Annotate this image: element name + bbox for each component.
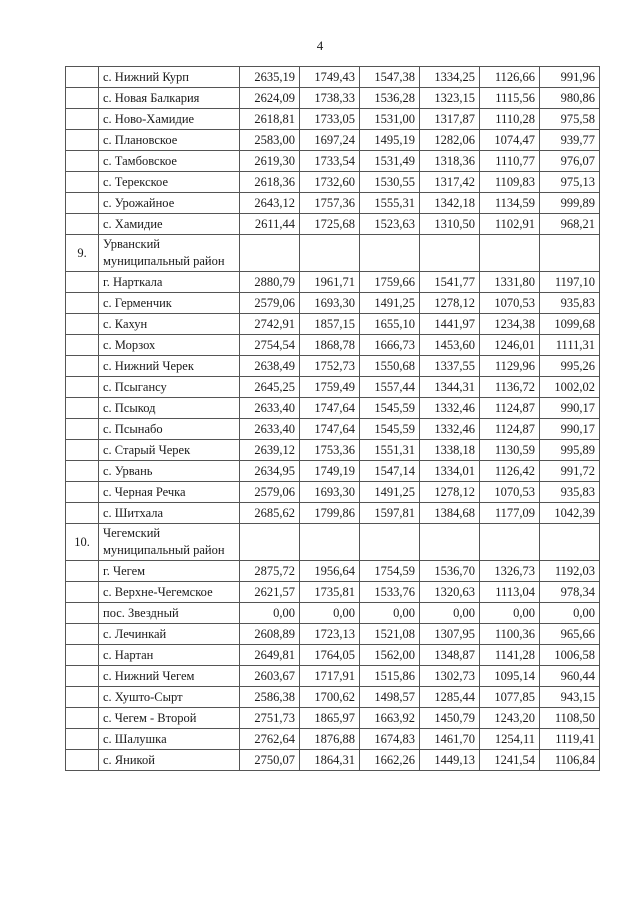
value-cell: 1557,44 xyxy=(360,377,420,398)
value-cell: 1113,04 xyxy=(480,582,540,603)
value-cell: 1129,96 xyxy=(480,356,540,377)
value-cell: 1545,59 xyxy=(360,398,420,419)
row-number-cell xyxy=(66,272,99,293)
value-cell: 1530,55 xyxy=(360,172,420,193)
value-cell: 1491,25 xyxy=(360,482,420,503)
value-cell: 991,96 xyxy=(540,67,600,88)
value-cell: 1177,09 xyxy=(480,503,540,524)
empty-cell xyxy=(240,235,300,272)
value-cell: 978,34 xyxy=(540,582,600,603)
settlement-name: с. Псыкод xyxy=(99,398,240,419)
value-cell: 2643,12 xyxy=(240,193,300,214)
value-cell: 968,21 xyxy=(540,214,600,235)
table-row xyxy=(66,729,600,750)
section-row xyxy=(66,524,600,561)
row-number-cell xyxy=(66,172,99,193)
table-row xyxy=(66,314,600,335)
table-body xyxy=(66,67,600,771)
value-cell: 1326,73 xyxy=(480,561,540,582)
value-cell: 1735,81 xyxy=(300,582,360,603)
table-row xyxy=(66,109,600,130)
settlement-name: с. Лечинкай xyxy=(99,624,240,645)
value-cell: 1732,60 xyxy=(300,172,360,193)
value-cell: 1700,62 xyxy=(300,687,360,708)
value-cell: 939,77 xyxy=(540,130,600,151)
empty-cell xyxy=(420,524,480,561)
value-cell: 1192,03 xyxy=(540,561,600,582)
value-cell: 0,00 xyxy=(360,603,420,624)
value-cell: 1747,64 xyxy=(300,419,360,440)
row-number-cell xyxy=(66,750,99,771)
empty-cell xyxy=(540,524,600,561)
value-cell: 2603,67 xyxy=(240,666,300,687)
table-row xyxy=(66,461,600,482)
value-cell: 995,26 xyxy=(540,356,600,377)
empty-cell xyxy=(420,235,480,272)
row-number-cell xyxy=(66,151,99,172)
value-cell: 1733,54 xyxy=(300,151,360,172)
value-cell: 1876,88 xyxy=(300,729,360,750)
value-cell: 1246,01 xyxy=(480,335,540,356)
value-cell: 1241,54 xyxy=(480,750,540,771)
empty-cell xyxy=(240,524,300,561)
value-cell: 2619,30 xyxy=(240,151,300,172)
value-cell: 1110,28 xyxy=(480,109,540,130)
table-row xyxy=(66,214,600,235)
table-row xyxy=(66,561,600,582)
value-cell: 1491,25 xyxy=(360,293,420,314)
settlement-name: с. Верхне-Чегемское xyxy=(99,582,240,603)
value-cell: 1531,00 xyxy=(360,109,420,130)
row-number-cell xyxy=(66,293,99,314)
empty-cell xyxy=(480,235,540,272)
value-cell: 995,89 xyxy=(540,440,600,461)
row-number-cell xyxy=(66,214,99,235)
value-cell: 1110,77 xyxy=(480,151,540,172)
value-cell: 1282,06 xyxy=(420,130,480,151)
row-number-cell xyxy=(66,482,99,503)
table-row xyxy=(66,356,600,377)
value-cell: 1317,42 xyxy=(420,172,480,193)
value-cell: 1342,18 xyxy=(420,193,480,214)
value-cell: 0,00 xyxy=(480,603,540,624)
table-row xyxy=(66,172,600,193)
value-cell: 1307,95 xyxy=(420,624,480,645)
value-cell: 0,00 xyxy=(420,603,480,624)
row-number-cell xyxy=(66,708,99,729)
value-cell: 1332,46 xyxy=(420,419,480,440)
section-number: 9. xyxy=(66,235,99,272)
value-cell: 2639,12 xyxy=(240,440,300,461)
value-cell: 1334,25 xyxy=(420,67,480,88)
value-cell: 1956,64 xyxy=(300,561,360,582)
value-cell: 2621,57 xyxy=(240,582,300,603)
value-cell: 1551,31 xyxy=(360,440,420,461)
row-number-cell xyxy=(66,461,99,482)
table-row xyxy=(66,624,600,645)
value-cell: 975,13 xyxy=(540,172,600,193)
value-cell: 2649,81 xyxy=(240,645,300,666)
value-cell: 1095,14 xyxy=(480,666,540,687)
value-cell: 991,72 xyxy=(540,461,600,482)
row-number-cell xyxy=(66,603,99,624)
settlement-name: с. Терекское xyxy=(99,172,240,193)
value-cell: 1109,83 xyxy=(480,172,540,193)
settlement-name: г. Чегем xyxy=(99,561,240,582)
value-cell: 1384,68 xyxy=(420,503,480,524)
settlement-name: с. Ново-Хамидие xyxy=(99,109,240,130)
value-cell: 1531,49 xyxy=(360,151,420,172)
value-cell: 1337,55 xyxy=(420,356,480,377)
row-number-cell xyxy=(66,440,99,461)
value-cell: 960,44 xyxy=(540,666,600,687)
settlement-name: с. Черная Речка xyxy=(99,482,240,503)
value-cell: 1550,68 xyxy=(360,356,420,377)
table-row xyxy=(66,645,600,666)
value-cell: 1338,18 xyxy=(420,440,480,461)
value-cell: 1126,42 xyxy=(480,461,540,482)
settlement-name: с. Нижний Чегем xyxy=(99,666,240,687)
settlement-name: с. Герменчик xyxy=(99,293,240,314)
table-row xyxy=(66,419,600,440)
value-cell: 1130,59 xyxy=(480,440,540,461)
value-cell: 2611,44 xyxy=(240,214,300,235)
value-cell: 2583,00 xyxy=(240,130,300,151)
settlement-name: с. Нижний Курп xyxy=(99,67,240,88)
row-number-cell xyxy=(66,503,99,524)
value-cell: 1547,14 xyxy=(360,461,420,482)
table-row xyxy=(66,67,600,88)
value-cell: 2751,73 xyxy=(240,708,300,729)
value-cell: 1102,91 xyxy=(480,214,540,235)
value-cell: 2875,72 xyxy=(240,561,300,582)
value-cell: 1666,73 xyxy=(360,335,420,356)
table-row xyxy=(66,293,600,314)
value-cell: 1868,78 xyxy=(300,335,360,356)
value-cell: 2624,09 xyxy=(240,88,300,109)
tariff-table xyxy=(65,66,600,771)
value-cell: 1961,71 xyxy=(300,272,360,293)
value-cell: 1126,66 xyxy=(480,67,540,88)
table-row xyxy=(66,193,600,214)
table-row xyxy=(66,377,600,398)
value-cell: 1693,30 xyxy=(300,482,360,503)
value-cell: 990,17 xyxy=(540,398,600,419)
section-number: 10. xyxy=(66,524,99,561)
row-number-cell xyxy=(66,335,99,356)
value-cell: 1533,76 xyxy=(360,582,420,603)
value-cell: 0,00 xyxy=(240,603,300,624)
value-cell: 1799,86 xyxy=(300,503,360,524)
settlement-name: с. Урвань xyxy=(99,461,240,482)
row-number-cell xyxy=(66,88,99,109)
row-number-cell xyxy=(66,419,99,440)
value-cell: 1042,39 xyxy=(540,503,600,524)
value-cell: 2880,79 xyxy=(240,272,300,293)
section-name: Чегемский муниципальный район xyxy=(99,524,240,561)
value-cell: 1234,38 xyxy=(480,314,540,335)
row-number-cell xyxy=(66,645,99,666)
empty-cell xyxy=(360,524,420,561)
value-cell: 1747,64 xyxy=(300,398,360,419)
value-cell: 2634,95 xyxy=(240,461,300,482)
value-cell: 1450,79 xyxy=(420,708,480,729)
value-cell: 975,58 xyxy=(540,109,600,130)
value-cell: 1108,50 xyxy=(540,708,600,729)
table-row xyxy=(66,398,600,419)
value-cell: 1555,31 xyxy=(360,193,420,214)
value-cell: 2754,54 xyxy=(240,335,300,356)
value-cell: 2618,36 xyxy=(240,172,300,193)
value-cell: 2618,81 xyxy=(240,109,300,130)
empty-cell xyxy=(360,235,420,272)
value-cell: 1323,15 xyxy=(420,88,480,109)
value-cell: 1545,59 xyxy=(360,419,420,440)
table-row xyxy=(66,750,600,771)
value-cell: 1331,80 xyxy=(480,272,540,293)
value-cell: 1498,57 xyxy=(360,687,420,708)
empty-cell xyxy=(300,524,360,561)
row-number-cell xyxy=(66,356,99,377)
table-row xyxy=(66,335,600,356)
page-number: 4 xyxy=(316,38,324,53)
settlement-name: с. Чегем - Второй xyxy=(99,708,240,729)
value-cell: 1865,97 xyxy=(300,708,360,729)
value-cell: 980,86 xyxy=(540,88,600,109)
table-row xyxy=(66,582,600,603)
value-cell: 1521,08 xyxy=(360,624,420,645)
value-cell: 1197,10 xyxy=(540,272,600,293)
value-cell: 935,83 xyxy=(540,482,600,503)
value-cell: 1697,24 xyxy=(300,130,360,151)
value-cell: 2608,89 xyxy=(240,624,300,645)
empty-cell xyxy=(540,235,600,272)
value-cell: 1562,00 xyxy=(360,645,420,666)
value-cell: 1693,30 xyxy=(300,293,360,314)
value-cell: 965,66 xyxy=(540,624,600,645)
table-row xyxy=(66,482,600,503)
settlement-name: с. Хамидие xyxy=(99,214,240,235)
row-number-cell xyxy=(66,130,99,151)
value-cell: 1243,20 xyxy=(480,708,540,729)
value-cell: 1344,31 xyxy=(420,377,480,398)
value-cell: 1100,36 xyxy=(480,624,540,645)
value-cell: 1285,44 xyxy=(420,687,480,708)
value-cell: 1141,28 xyxy=(480,645,540,666)
settlement-name: с. Нартан xyxy=(99,645,240,666)
value-cell: 1136,72 xyxy=(480,377,540,398)
row-number-cell xyxy=(66,666,99,687)
value-cell: 1536,70 xyxy=(420,561,480,582)
value-cell: 999,89 xyxy=(540,193,600,214)
table-row xyxy=(66,151,600,172)
row-number-cell xyxy=(66,67,99,88)
value-cell: 1320,63 xyxy=(420,582,480,603)
section-name: Урванский муниципальный район xyxy=(99,235,240,272)
table-row xyxy=(66,603,600,624)
settlement-name: с. Тамбовское xyxy=(99,151,240,172)
settlement-name: с. Шалушка xyxy=(99,729,240,750)
value-cell: 1461,70 xyxy=(420,729,480,750)
value-cell: 0,00 xyxy=(300,603,360,624)
row-number-cell xyxy=(66,624,99,645)
settlement-name: г. Нарткала xyxy=(99,272,240,293)
value-cell: 1453,60 xyxy=(420,335,480,356)
settlement-name: с. Шитхала xyxy=(99,503,240,524)
value-cell: 1547,38 xyxy=(360,67,420,88)
value-cell: 1757,36 xyxy=(300,193,360,214)
row-number-cell xyxy=(66,561,99,582)
value-cell: 1662,26 xyxy=(360,750,420,771)
value-cell: 1134,59 xyxy=(480,193,540,214)
value-cell: 1663,92 xyxy=(360,708,420,729)
table-row xyxy=(66,130,600,151)
row-number-cell xyxy=(66,193,99,214)
value-cell: 1441,97 xyxy=(420,314,480,335)
settlement-name: с. Урожайное xyxy=(99,193,240,214)
table-row xyxy=(66,687,600,708)
value-cell: 1674,83 xyxy=(360,729,420,750)
value-cell: 943,15 xyxy=(540,687,600,708)
section-row xyxy=(66,235,600,272)
value-cell: 1759,49 xyxy=(300,377,360,398)
settlement-name: с. Нижний Черек xyxy=(99,356,240,377)
value-cell: 2579,06 xyxy=(240,293,300,314)
row-number-cell xyxy=(66,398,99,419)
value-cell: 1317,87 xyxy=(420,109,480,130)
value-cell: 1070,53 xyxy=(480,482,540,503)
empty-cell xyxy=(480,524,540,561)
settlement-name: с. Кахун xyxy=(99,314,240,335)
value-cell: 1717,91 xyxy=(300,666,360,687)
value-cell: 1655,10 xyxy=(360,314,420,335)
value-cell: 1449,13 xyxy=(420,750,480,771)
value-cell: 1759,66 xyxy=(360,272,420,293)
empty-cell xyxy=(300,235,360,272)
value-cell: 1348,87 xyxy=(420,645,480,666)
settlement-name: с. Хушто-Сырт xyxy=(99,687,240,708)
value-cell: 1515,86 xyxy=(360,666,420,687)
value-cell: 1536,28 xyxy=(360,88,420,109)
row-number-cell xyxy=(66,109,99,130)
value-cell: 1332,46 xyxy=(420,398,480,419)
value-cell: 2685,62 xyxy=(240,503,300,524)
value-cell: 1278,12 xyxy=(420,293,480,314)
value-cell: 1111,31 xyxy=(540,335,600,356)
value-cell: 1752,73 xyxy=(300,356,360,377)
value-cell: 1864,31 xyxy=(300,750,360,771)
value-cell: 1495,19 xyxy=(360,130,420,151)
value-cell: 1857,15 xyxy=(300,314,360,335)
value-cell: 1077,85 xyxy=(480,687,540,708)
value-cell: 1723,13 xyxy=(300,624,360,645)
value-cell: 1106,84 xyxy=(540,750,600,771)
row-number-cell xyxy=(66,377,99,398)
value-cell: 1754,59 xyxy=(360,561,420,582)
table-row xyxy=(66,88,600,109)
value-cell: 2762,64 xyxy=(240,729,300,750)
value-cell: 1310,50 xyxy=(420,214,480,235)
table-row xyxy=(66,708,600,729)
settlement-name: с. Псынабо xyxy=(99,419,240,440)
table-row xyxy=(66,440,600,461)
value-cell: 1119,41 xyxy=(540,729,600,750)
value-cell: 1002,02 xyxy=(540,377,600,398)
value-cell: 2750,07 xyxy=(240,750,300,771)
value-cell: 2586,38 xyxy=(240,687,300,708)
settlement-name: с. Старый Черек xyxy=(99,440,240,461)
value-cell: 1006,58 xyxy=(540,645,600,666)
value-cell: 1124,87 xyxy=(480,398,540,419)
settlement-name: с. Морзох xyxy=(99,335,240,356)
settlement-name: с. Плановское xyxy=(99,130,240,151)
value-cell: 1334,01 xyxy=(420,461,480,482)
value-cell: 1725,68 xyxy=(300,214,360,235)
value-cell: 1541,77 xyxy=(420,272,480,293)
value-cell: 1523,63 xyxy=(360,214,420,235)
row-number-cell xyxy=(66,314,99,335)
settlement-name: с. Яникой xyxy=(99,750,240,771)
value-cell: 1753,36 xyxy=(300,440,360,461)
value-cell: 2579,06 xyxy=(240,482,300,503)
value-cell: 1302,73 xyxy=(420,666,480,687)
value-cell: 1733,05 xyxy=(300,109,360,130)
row-number-cell xyxy=(66,687,99,708)
value-cell: 1764,05 xyxy=(300,645,360,666)
value-cell: 1749,19 xyxy=(300,461,360,482)
value-cell: 1597,81 xyxy=(360,503,420,524)
value-cell: 2645,25 xyxy=(240,377,300,398)
value-cell: 976,07 xyxy=(540,151,600,172)
value-cell: 935,83 xyxy=(540,293,600,314)
settlement-name: пос. Звездный xyxy=(99,603,240,624)
value-cell: 1738,33 xyxy=(300,88,360,109)
value-cell: 0,00 xyxy=(540,603,600,624)
value-cell: 1749,43 xyxy=(300,67,360,88)
value-cell: 2742,91 xyxy=(240,314,300,335)
row-number-cell xyxy=(66,729,99,750)
value-cell: 2633,40 xyxy=(240,419,300,440)
value-cell: 1099,68 xyxy=(540,314,600,335)
value-cell: 1074,47 xyxy=(480,130,540,151)
table-row xyxy=(66,503,600,524)
value-cell: 1254,11 xyxy=(480,729,540,750)
value-cell: 2638,49 xyxy=(240,356,300,377)
value-cell: 1070,53 xyxy=(480,293,540,314)
value-cell: 1124,87 xyxy=(480,419,540,440)
value-cell: 2633,40 xyxy=(240,398,300,419)
value-cell: 1278,12 xyxy=(420,482,480,503)
settlement-name: с. Новая Балкария xyxy=(99,88,240,109)
settlement-name: с. Псыгансу xyxy=(99,377,240,398)
value-cell: 990,17 xyxy=(540,419,600,440)
table-row xyxy=(66,272,600,293)
table-row xyxy=(66,666,600,687)
row-number-cell xyxy=(66,582,99,603)
value-cell: 1318,36 xyxy=(420,151,480,172)
value-cell: 1115,56 xyxy=(480,88,540,109)
value-cell: 2635,19 xyxy=(240,67,300,88)
